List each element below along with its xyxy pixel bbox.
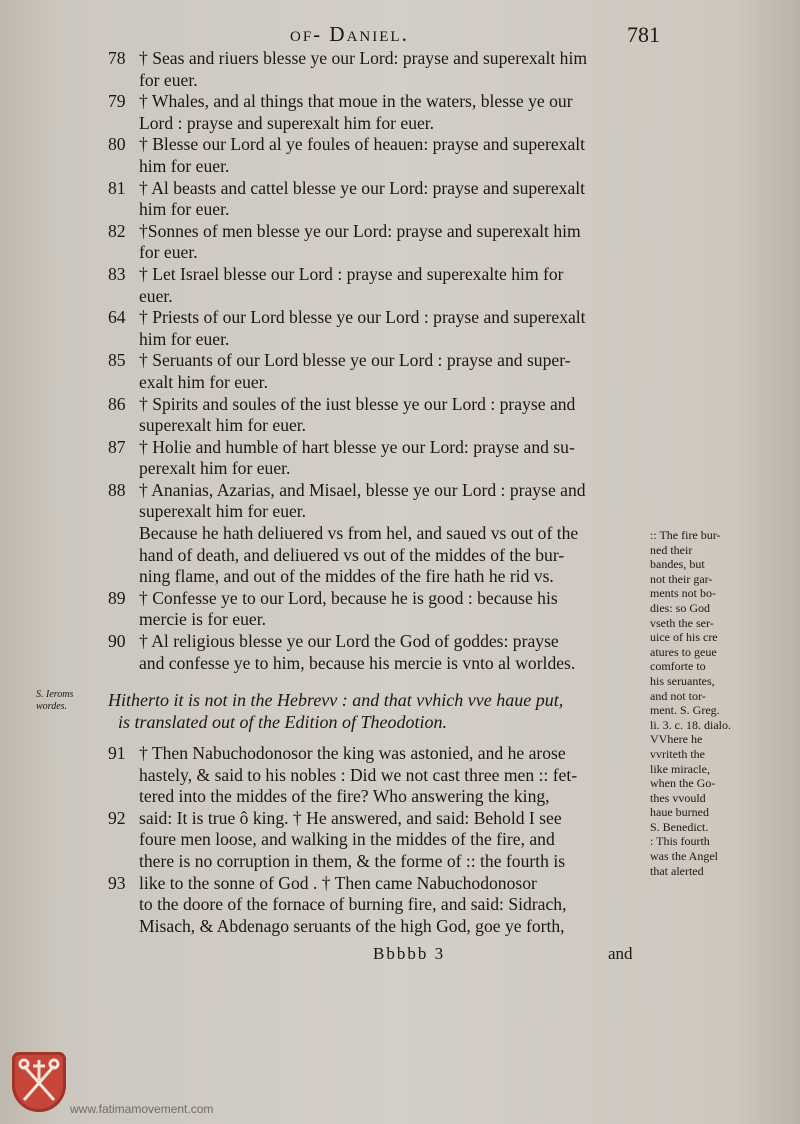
verse-line: said: It is true ô king. † He answered, and said: Behold I see bbox=[139, 807, 562, 828]
verse-line: † Al beasts and cattel blesse ye our Lord: prayse and superexalt bbox=[139, 177, 586, 198]
verse-line: Misach, & Abdenago seruants of the high God, goe ye forth, bbox=[139, 915, 565, 936]
verse bbox=[108, 221, 648, 264]
verse-line: hastely, & said to his nobles : Did we not cast three men :: fet- bbox=[139, 764, 578, 785]
verse-block-2 bbox=[108, 743, 648, 937]
verse-line: him for euer. bbox=[139, 328, 230, 349]
verse-number: 87 bbox=[108, 436, 126, 457]
verse bbox=[108, 437, 648, 480]
verse-number: 86 bbox=[108, 393, 126, 414]
verse-line: † Confesse ye to our Lord, because he is good : because his bbox=[139, 587, 558, 608]
side-note bbox=[650, 528, 765, 878]
verse-line: him for euer. bbox=[139, 199, 230, 220]
side-note-line: vvriteth the bbox=[650, 746, 705, 761]
page-header bbox=[290, 22, 660, 50]
verse-line: tered into the middes of the fire? Who answering the king, bbox=[139, 786, 550, 807]
papal-seal-logo bbox=[12, 1052, 66, 1112]
verse-line: superexalt him for euer. bbox=[139, 501, 307, 522]
verse bbox=[108, 394, 648, 437]
verse-number: 89 bbox=[108, 587, 126, 608]
side-note-line: his seruantes, bbox=[650, 673, 715, 688]
verse-line: †Sonnes of men blesse ye our Lord: prayse and superexalt him bbox=[139, 220, 581, 241]
verse-line: † Then Nabuchodonosor the king was astonied, and he arose bbox=[139, 743, 566, 763]
side-note-line: not their gar- bbox=[650, 571, 713, 586]
margin-note-left bbox=[36, 689, 73, 713]
verse-line: † Holie and humble of hart blesse ye our Lord: prayse and su- bbox=[139, 436, 575, 457]
verse bbox=[108, 350, 648, 393]
verse bbox=[108, 873, 648, 938]
margin-note-line: S. Ieroms bbox=[36, 689, 74, 700]
verse bbox=[108, 48, 648, 91]
verse-line: † Spirits and soules of the iust blesse ye our Lord : prayse and bbox=[139, 393, 576, 414]
verse bbox=[108, 134, 648, 177]
verse-number: 92 bbox=[108, 807, 126, 828]
verse-line: superexalt him for euer. bbox=[139, 415, 307, 436]
signature-mark: Bbbbb 3 bbox=[373, 944, 446, 963]
side-note-line: ment. S. Greg. bbox=[650, 703, 720, 718]
verse-line: for euer. bbox=[139, 69, 198, 90]
verse-line: foure men loose, and walking in the middes of the fire, and bbox=[139, 829, 555, 850]
side-note-line: haue burned bbox=[650, 805, 709, 820]
side-note-line: that alerted bbox=[650, 863, 704, 878]
side-note-line: ments not bo- bbox=[650, 586, 716, 601]
verse-number: 83 bbox=[108, 263, 126, 284]
verse-line: hand of death, and deliuered vs out of the middes of the bur- bbox=[139, 544, 565, 565]
catchword: and bbox=[608, 944, 633, 963]
side-note-line: : This fourth bbox=[650, 834, 710, 849]
verse-line: ning flame, and out of the middes of the fire hath he rid vs. bbox=[139, 566, 554, 587]
translation-note bbox=[108, 689, 648, 733]
verse bbox=[108, 588, 648, 631]
side-note-line: comforte to bbox=[650, 659, 706, 674]
verse-line: † Priests of our Lord blesse ye our Lord : prayse and superexalt bbox=[139, 307, 586, 328]
verse bbox=[108, 743, 648, 808]
side-note-line: ned their bbox=[650, 542, 693, 557]
side-note-line: li. 3. c. 18. dialo. bbox=[650, 717, 731, 732]
verse-line: there is no corruption in them, & the forme of :: the fourth is bbox=[139, 850, 566, 871]
page-number: 781 bbox=[627, 22, 660, 47]
verse-line: perexalt him for euer. bbox=[139, 458, 291, 479]
crossed-keys-icon bbox=[12, 1052, 66, 1112]
verse-line: Lord : prayse and superexalt him for euer. bbox=[139, 112, 435, 133]
verse-line: mercie is for euer. bbox=[139, 609, 267, 630]
side-note-line: :: The fire bur- bbox=[650, 528, 721, 542]
side-note-line: bandes, but bbox=[650, 557, 705, 572]
side-note-line: vseth the ser- bbox=[650, 615, 714, 630]
side-note-line: atures to geue bbox=[650, 644, 717, 659]
watermark-url[interactable]: www.fatimamovement.com bbox=[70, 1102, 214, 1116]
verse-line: and confesse ye to him, because his mercie is vnto al worldes. bbox=[139, 652, 576, 673]
verse-number: 80 bbox=[108, 134, 126, 155]
verse-line: † Whales, and al things that moue in the waters, blesse ye our bbox=[139, 91, 573, 112]
verse-line: † Al religious blesse ye our Lord the God of goddes: prayse bbox=[139, 631, 559, 652]
verse-number: 85 bbox=[108, 350, 126, 371]
verse bbox=[108, 631, 648, 674]
verse bbox=[108, 91, 648, 134]
margin-note-line: wordes. bbox=[36, 701, 68, 712]
side-note-line: VVhere he bbox=[650, 732, 703, 747]
verse bbox=[108, 307, 648, 350]
verse-number: 78 bbox=[108, 48, 126, 68]
verse-number: 88 bbox=[108, 479, 126, 500]
verse bbox=[108, 178, 648, 221]
verse-line: euer. bbox=[139, 285, 173, 306]
verse-line: † Let Israel blesse our Lord : prayse and superexalte him for bbox=[139, 263, 564, 284]
verse bbox=[108, 264, 648, 307]
translation-note-line: Hitherto it is not in the Hebrevv : and that vvhich vve haue put, bbox=[108, 690, 564, 710]
verse bbox=[108, 480, 648, 588]
verse-line: † Seas and riuers blesse ye our Lord: prayse and superexalt him bbox=[139, 48, 588, 68]
verse-line: † Blesse our Lord al ye foules of heauen: prayse and superexalt bbox=[139, 134, 586, 155]
verse-number: 90 bbox=[108, 631, 126, 652]
verse-number: 82 bbox=[108, 220, 126, 241]
side-note-line: like miracle, bbox=[650, 761, 710, 776]
verse-line: for euer. bbox=[139, 242, 198, 263]
verse-block bbox=[108, 48, 648, 674]
verse-line: Because he hath deliuered vs from hel, and saued vs out of the bbox=[139, 523, 579, 544]
verse-number: 79 bbox=[108, 91, 126, 112]
running-title: of- Daniel. bbox=[290, 22, 409, 46]
translation-note-line: is translated out of the Edition of Theodotion. bbox=[118, 712, 448, 732]
verse-line: him for euer. bbox=[139, 155, 230, 176]
side-note-line: uice of his cre bbox=[650, 630, 718, 645]
verse-line: † Seruants of our Lord blesse ye our Lord : prayse and super- bbox=[139, 350, 571, 371]
side-note-line: was the Angel bbox=[650, 849, 718, 864]
verse-line: like to the sonne of God . † Then came Nabuchodonosor bbox=[139, 872, 537, 893]
side-note-line: dies: so God bbox=[650, 600, 710, 615]
verse-number: 64 bbox=[108, 307, 126, 328]
verse bbox=[108, 808, 648, 873]
side-note-line: S. Benedict. bbox=[650, 819, 709, 834]
verse-number: 81 bbox=[108, 177, 126, 198]
verse-line: † Ananias, Azarias, and Misael, blesse ye our Lord : prayse and bbox=[139, 479, 586, 500]
verse-number: 93 bbox=[108, 872, 126, 893]
side-note-line: when the Go- bbox=[650, 776, 716, 791]
verse-line: to the doore of the fornace of burning fire, and said: Sidrach, bbox=[139, 894, 567, 915]
side-note-line: thes vvould bbox=[650, 790, 706, 805]
verse-line: exalt him for euer. bbox=[139, 371, 268, 392]
side-note-line: and not tor- bbox=[650, 688, 706, 703]
verse-number: 91 bbox=[108, 743, 126, 763]
